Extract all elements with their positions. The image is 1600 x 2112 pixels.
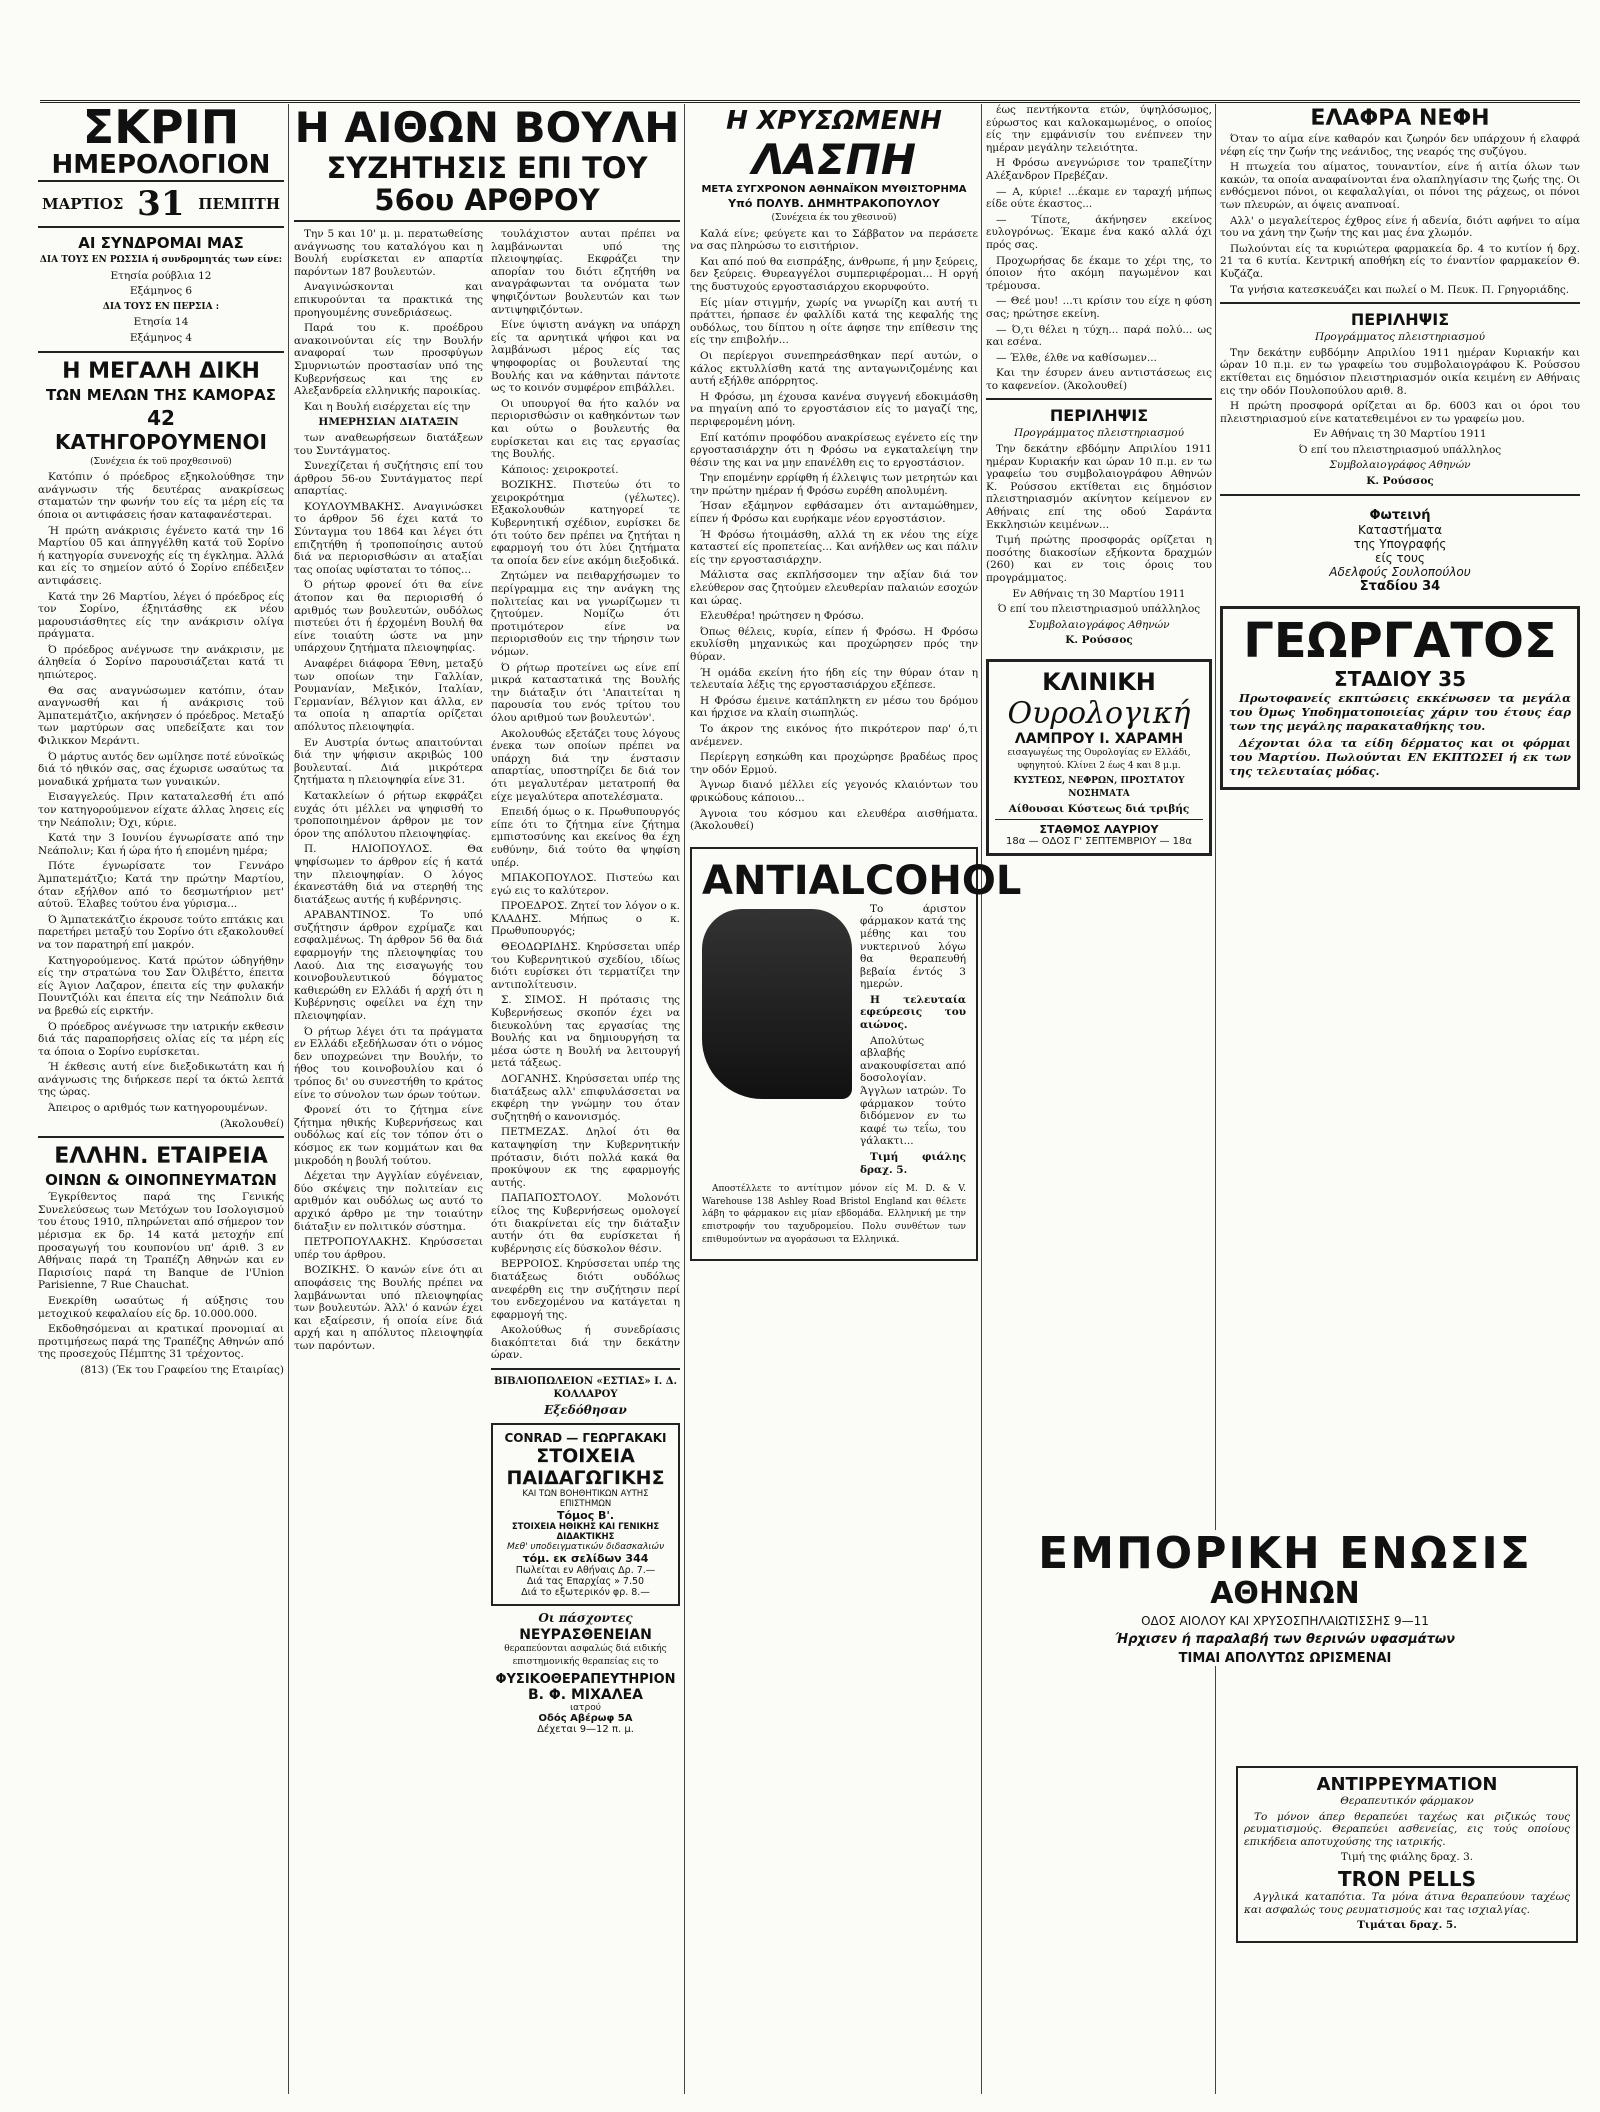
column-divider [288,104,289,2094]
laspi-p13: Ή ομάδα εκείνη ήτο ήδη είς την θύραν όταν η τελευταία λέξις της εργοστασιάρχου εξέπεσε. [690,666,978,692]
laspi-heading: Η ΧΡΥΣΩΜΕΝΗ [726,106,942,136]
vouli-p17: ΠΕΤΡΟΠΟΥΛΑΚΗΣ. Κηρύσσεται υπέρ του άρθρου. [294,1236,483,1261]
laspi-p1: Καλά είνε; φεύγετε και το Σάββατον να περάσετε να σας πληρώσω το εισιτήριον. [690,227,978,253]
trial-accused: 42 ΚΑΤΗΓΟΡΟΥΜΕΝΟΙ [55,405,267,454]
elafra-p4: Πωλούνται είς τα κυριώτερα φαρμακεία δρ. 4 το κυτίον ή δρχ. 21 τα 6 κυτία. Κεντρική αποθήκη είς το έναντίον φαρμακείον Θ. Κυζάζα. [1220,242,1580,280]
vouli-p4: Και η Βουλή εισέρχεται είς την [304,400,471,413]
vouli-p12: Π. ΗΛΙΟΠΟΥΛΟΣ. Θα ψηφίσωμεν το άρθρον είς ή κατά την πλειοψηφίαν. Ο λόγος έκανεστάθη διά να στερηθή της διατάξεως αυτής ή κυβέρνησις. [294,843,483,906]
enosis-ad [990,1530,1580,1666]
peri1-p1: Την δεκάτην εβδόμην Απριλίου 1911 ημέραν Κυριακήν και ώραν 10 π.μ. εν τω γραφείω του συμβολαιογράφου Αθηνών Κ. Ρούσσου εκτίθεται εις δημόσιον πλειστηριασμόν ακίνητον κείμενον εν Αθήναις επί της οδού Σαράντα Εκκλησιών κειμένων... [986,443,1212,531]
peri1-p3: Εν Αθήναις τη 30 Μαρτίου 1911 [1012,587,1186,600]
neur-doctor: Β. Φ. ΜΙΧΑΛΕΑ [528,1686,643,1703]
peri1-p6: Κ. Ρούσσος [1065,634,1133,647]
vouli-subheading: ΣΥΖΗΤΗΣΙΣ ΕΠΙ ΤΟΥ 56ου ΑΡΘΡΟΥ [294,152,680,222]
antirrev-sub: Θεραπευτικόν φάρμακον [1340,1795,1474,1807]
peri2-p1: Την δεκάτην ευβδόμην Απριλίου 1911 ημέραν Κυριακήν και ώραν 10 π.μ. εν τω γραφείω του συμβολαιογράφου Κ. Ρούσσου εκτίθεται εις δημόσιον πλειστηριασμόν οικία κειμένη εν Αθήναις εις την οδόν Πουλοπούλου αριθ. 8. [1220,346,1580,397]
found-l5: Αδελφούς Σουλοπούλου [1329,564,1471,579]
bank-subheading: ΟΙΝΩΝ & ΟΙΝΟΠΝΕΥΜΑΤΩΝ [45,1171,277,1190]
column-divider [981,104,982,2094]
vouli2-p5: ΒΟΖΙΚΗΣ. Πιστεύω ότι το χειροκρότημα (γέλωτες). Εξακολουθών κατηγορεί τε Κυβερνητική σχέδιον, ευρίσκει δε ότι τούτο δεν πρέπει να ζητήται η εφαρμογή του ότι λύει ζητήματα τα οποία δεν είνε ακόμη διεξοδικά. [491,479,680,567]
laspi-p5: Η Φρόσω, μη έχουσα κανένα συγγενή εδοκιμάσθη να πηγαίνη από το εργοστάσιον είς το μαγαζί της, περιφερομένη μόνη. [690,390,978,428]
enosis-title: ΕΜΠΟΡΙΚΗ ΕΝΩΣΙΣ [1038,1528,1532,1579]
clinic-ad [986,659,1212,856]
peri2-p3: Εν Αθήναις τη 30 Μαρτίου 1911 [1313,428,1487,441]
subs-p1: Ετησία 14 [133,316,189,329]
subs-russia: ΔΙΑ ΤΟΥΣ ΕΝ ΡΩΣΣΙΑ ή συνδρομητάς των είνε: [39,255,283,265]
antirrev-p1: Το μόνον άπερ θεραπεύει ταχέως και ριζικώς τους ρευματισμούς. Θεραπεύει ασθενείας, εις τούς οποίους επικήδεια αποτυχούσης της ιατρικής. [1244,1810,1570,1848]
clinic-p3: Αίθουσαι Κύστεως διά τριβής [1008,803,1190,816]
enosis-city: ΑΘΗΝΩΝ [1210,1576,1360,1611]
trial-p2: Ή πρώτη ανάκρισις έγένετο κατά την 16 Μαρτίου 05 και άπηγγέλθη κατά τοϋ Σορίνο ή κατηγορία συνενοχής είς τη έγκλημα. Άλλά και είς το σημείον αύτό ό Σορίνο επέδειξεν αντιφάσεις. [38,524,284,587]
bank-end: (813) (Έκ του Γραφείου της Εταιρίας) [80,1363,284,1376]
column-3 [690,104,1022,2092]
laspi2-p9: Και την έσυρεν άνευ αντιστάσεως εις το καφενείον. (Άκολουθεί) [986,367,1212,392]
trial-p8: Κατά την 3 Ιουνίου έγνωρίσατε από την Νεάπολιν; Και ή ώρα ήτο ή επομένη ημέρα; [38,832,284,857]
bank-p2: Ενεκρίθη ωσαύτως ή αύξησις του μετοχικού κεφαλαίου είς δρ. 10.000.000. [38,1295,284,1320]
peri2-p2: Η πρώτη προσφορά ορίζεται αι δρ. 6003 και οι όροι του πλειστηριασμού είνε κατατεθειμένοι εν τω γραφείω μου. [1220,400,1580,425]
vouli-p6: Συνεχίζεται ή συζήτησις επί του άρθρου 56-ου Συντάγματος περί απαρτίας. [294,460,483,498]
separator [38,1136,284,1138]
vouli2-p14: ΔΟΓΑΝΗΣ. Κηρύσσεται υπέρ της διατάξεως αλλ' επιφυλάσσεται να εκφέρη την γνώμην του όταν συζητηθή ο κανονισμός. [491,1073,680,1123]
antirrev-ad [1236,1766,1578,1943]
laspi-cont: (Συνέχεια έκ του χθεσινοϋ) [771,213,897,223]
separator [986,398,1212,400]
vouli-heading: Η ΑΙΘΩΝ ΒΟΥΛΗ [294,103,680,152]
peri2-p4: Ό επί του πλειστηριασμού υπάλληλος [1298,443,1502,456]
antialcohol-p3: Απολύτως αβλαβής ανακουφίσεται από δοσολογίαν. Άγγλων ιατρών. Το φάρμακον τούτο διδόμενον εν τω καφέ τω τεΐω, του γάλακτι... [860,1034,966,1148]
peri2-p6: Κ. Ρούσσος [1366,475,1434,488]
elafra-heading: ΕΛΑΦΡΑ ΝΕΦΗ [1310,106,1490,131]
vouli-p9: Αναφέρει διάφορα Έθνη, μεταξύ των οποίων την Γαλλίαν, Ρουμανίαν, Μεξικόν, Ιταλίαν, Γερμανίαν, Βέλγιον και άλλα, εν τα οποία η απαρτία ορίζεται απόλυτος πλειοψηφία. [294,658,483,733]
books-price2: Διά τας Επαρχίας » 7.50 [526,1575,645,1587]
neur-role: ιατρού [570,1702,601,1713]
trial-p4: Ό πρόεδρος ανέγνωσε την ανάκρισιν, με άληθεία ό Σορίνο παρουσιάζεται κατά τι ηπιώτερος. [38,643,284,682]
vouli-p11: Κατακλείων ό ρήτωρ εκφράζει ευχάς ότι μέλλει να ψηφισθή το τροποποιημένον άρθρον με τον όρον της απόλυτου πλειοψηφίας. [294,789,483,840]
laspi-p15: Το άκρον της εικόνος ήτο πικρότερον παρ' ό,τι ανέμενεν. [690,722,978,748]
separator [38,351,284,353]
trial-p7: Εισαγγελεύς. Πριν καταταλεσθή έτι από τον κατηγορούμενον είχατε άλλας λησεις είς την Νεάπολιν; Όχι, κύριε. [38,791,284,829]
neur-address: Οδός Αβέρωφ 5Α [538,1712,633,1724]
elafra-p1: Όταν το αίμα είνε καθαρόν και ζωηρόν δεν υπάρχουν ή ελαφρά νέφη είς την ζωήν της νεάνιδος, της νεαρός της συζύγου. [1220,133,1580,158]
antialcohol-ad [690,847,1022,1261]
vouli2-p9: Επειδή όμως ο κ. Πρωθυπουργός είπε ότι το ζήτημα είνε ζήτημα εμπιστοσύνης και εκείνος θα έχη ευθύνην, διά τούτο θα ψηφίση υπέρ. [491,806,680,869]
books-vol: Τόμος Β'. [557,1508,614,1522]
laspi-genre: ΜΕΤΑ ΣΥΓΧΡΟΝΟΝ ΑΘΗΝΑΪΚΟΝ ΜΥΘΙΣΤΟΡΗΜΑ [701,184,967,195]
books-pages: τόμ. εκ σελίδων 344 [522,1551,649,1565]
column-divider [1215,104,1216,2094]
found-ad [1220,502,1580,600]
laspi-p12: Όπως θέλεις, κυρία, είπεν ή Φρόσω. Η Φρόσω εκυλίσθη μηχανικώς και προχώρησεν πρός την θύραν. [690,625,978,663]
found-l3: της Υπογραφής [1353,536,1447,551]
vouli2-p3: Οι υπουργοί θα ήτο καλόν να περιορισθώσιν οι καθηκόντων των και ούτω ο βουλευτής θα ευρίσκεται και εις τας εργασίας της Βουλής. [491,397,680,461]
laspi2-p2: Η Φρόσω ανεγνώρισε τον τραπεζίτην Αλέξανδρον Πρεβέζαν. [986,157,1212,182]
georgatos-ad [1220,606,1580,790]
tron-pells-title: TRON PELLS [1338,1866,1476,1891]
subs-r2: Εξάμηνος 6 [129,285,193,298]
day: 31 [137,184,185,224]
vouli2-p16: ΠΑΠΑΠΟΣΤΟΛΟΥ. Μολονότι είλος της Κυβερνήσεως ομολογεί ότι διακρίνεται είς την διάταξιν αυτήν ότι θα ευρίσκεται ή κυβέρνησις είς δύσκολον θέσιν. [491,1192,680,1255]
found-l6: Σταδίου 34 [1359,578,1441,594]
neur-clinic: ΦΥΣΙΚΟΘΕΡΑΠΕΥΤΗΡΙΟΝ [495,1671,676,1687]
vivliopoleion-pub: Εξεδόθησαν [544,1403,627,1418]
vouli2-p4: Κάποιος: χειροκροτεί. [501,463,619,476]
trial-p11: Κατηγορούμενος. Κατά πρώτον ώδηγήθην είς την στρατώνα του Σαν Όλιβέττο, έπειτα είς Άγιον Λαζαρον, έπειτα είς την φυλακήν Πουντζιόλι και έπειτα είς την Νεάπολιν διά να βρεθώ είς ειρκτήν. [38,954,284,1017]
laspi2-p1: έως πεντήκοντα ετών, ύψηλόσωμος, εύρωστος και καλοκαμωμένος, ο οποίος είς την εμφάνισίν του ενέπνεεν την ημέραν μεγάλην τελειότητα. [986,104,1212,154]
vouli2-p12: ΘΕΟΔΩΡΙΔΗΣ. Κηρύσσεται υπέρ του Κυβερνητικού σχεδίου, ιδίως διότι ευρίσκει ότι τερματίζει την αντιπολίτευσιν. [491,941,680,991]
vouli-p1: Την 5 και 10' μ. μ. περατωθείσης ανάγνωσης του καταλόγου και η Βουλή ευρίσκεται εν απαρτία παρόντων 187 βουλευτών. [294,228,483,278]
vouli2-p8: Ακολουθώς εξετάζει τους λόγους ένεκα των οποίων πρέπει να υπάρχη διά την ένστασιν απαρτίας, υποστηρίζει δε διά τον ότι μεγαλυτέραν μετατροπή θα είχε μεγαλύτερα αποτελέσματα. [491,727,680,803]
antialcohol-body [702,903,966,1179]
books-price3: Διά το εξωτερικόν φρ. 8.— [521,1586,650,1598]
books-title: ΣΤΟΙΧΕΙΑ ΠΑΙΔΑΓΩΓΙΚΗΣ [506,1444,665,1489]
books-price1: Πωλείται εν Αθήναις Δρ. 7.— [515,1564,656,1576]
peri1-heading: ΠΕΡΙΛΗΨΙΣ [1049,406,1149,426]
clinic-p1: εισαγωγέως της Ουρολογίας εν Ελλάδι, υφηγητού. Κλίνει 2 έως 4 και 8 μ.μ. [1007,747,1191,771]
vouli-p16: Δέχεται την Αγγλίαν εύγένειαν, δύο σκέψεις την πολιτείαν εις αριθμόν και ουδόλως ως αυτό το αρχικό άρθρο με την τοιαύτην διάταξιν εν πολιτικόν σύστημα. [294,1170,483,1233]
antialcohol-text [860,903,966,1179]
neur-text: θεραπεύονται ασφαλώς διά ειδικής επιστημονικής θεραπείας εις το [504,1644,667,1668]
trial-note: Άπειρος ο αριθμός των κατηγορουμένων. [48,1102,268,1115]
clinic-address: 18α — ΟΔΟΣ Γ' ΣΕΠΤΕΜΒΡΙΟΥ — 18α [1006,835,1192,847]
found-l4: είς τους [1375,550,1425,565]
bank-p1: Έγκρίθεντος παρά της Γενικής Συνελεύσεως των Μετόχων του Ισολογισμού του έτους 1910, πληρώνεται από σήμερον τον μέρισμα εκ δρ. 14 κατά μετοχήν επί προσαγωγή του κουπονίου υπ' άριθ. 3 εν Αθήναις παρά τη Τραπέζη Αθηνών και εν Παρισίοις παρά τη Banque de l'Union Parisienne, 7 Rue Chauchat. [38,1191,284,1292]
vouli2-p17: ΒΕΡΡΟΙΟΣ. Κηρύσσεται υπέρ της διατάξεως διότι ουδόλως ανεφέρθη εις την συζήτησιν περί του ενδεχομένου να κατάγεται η εφαρμογή της. [491,1258,680,1321]
weekday: ΠΕΜΠΤΗ [198,195,280,213]
georgatos-p1: Πρωτοφανείς εκπτώσεις εκκένωσεν τα μεγάλα του Όμως Υποδηματοποιείας χάριν του έτους έαρ των της μεγάλης παρακαταθήκης του. [1229,690,1571,733]
vouli-p2: Αναγινώσκονται και επικυρούνται τα πρακτικά της προηγουμένης συνεδριάσεως. [294,281,483,319]
laspi2-p4: — Τίποτε, άκήνησεν εκείνος ευλογρόνως. Έκαμε ένα κακό αλλά όχι πρός σας. [986,213,1212,251]
laspi-p11: Ελευθέρα! ηρώτησεν η Φρόσω. [700,610,864,623]
vouli2-p13: Σ. ΣΙΜΟΣ. Η πρότασις της Κυβερνήσεως σκοπόν έχει να διευκολύνη τας εργασίας της Βουλής και να δημιουργήση τα μέσα ώστε η Βουλή να λειτουργή μετά τάξεως. [491,994,680,1070]
neur-hours: Δέχεται 9—12 π. μ. [537,1723,634,1735]
trial-p9: Πότε έγνωρίσατε τον Γεννάρο Άμπατεμάτζιο; Κατά την πρώτην Μαρτίου, όταν εξήλθον από το δεσμωτήριον μετ' αύτοϋ. Έλαβες τούτου ένα γύρισμα... [38,860,284,911]
trial-p1: Κατόπιν ό πρόεδρος εξηκολούθησε την ανάγνωσιν τής δευτέρας ανακρίσεως σταματών την φωνήν του είς τα μέρη είς τα όποια οι αντιφάσεις ήσαν καταφανέστεραι. [38,471,284,521]
vouli-p3: Παρά του κ. προέδρου ανακοινούνται είς την Βουλήν αναφοραί των προσφύγων Σμυρνιωτών προστασίαν υπό της Κυβερνήσεως και της εν Αλεξανδρεία ελληνικής παροικίας. [294,322,483,398]
column-2 [294,104,680,2092]
subs-persia: ΔΙΑ ΤΟΥΣ ΕΝ ΠΕΡΣΙΑ : [102,301,220,312]
laspi-p3: Είς μίαν στιγμήν, χωρίς να γνωρίζη και αυτή τι πράττει, ήρπασε έν φαλλίδι κατά της κεφαλής της ουδόλως, του δίπτου η οίτε άφησε την επίθεσιν της είς την επιβολήν... [690,296,978,347]
georgatos-p2: Δέχονται όλα τα είδη δέρματος και οι φόρμαι του Μαρτίου. Πωλούνται ΕΝ ΕΚΠΤΩΣΕΙ ή εκ των της τελευταίας μόδας. [1229,735,1571,778]
clinic-doctor: ΛΑΜΠΡΟΥ Ι. ΧΑΡΑΜΗ [1014,730,1184,747]
vouli-right [491,228,680,1735]
laspi-p2: Και από πού θα εισπράξης, άνθρωπε, ή μην ξεύρεις, δεν ξεύρεις. Θυρεαγγέλοι συμπεριφέρομαι... Η οργή της δυστυχούς εργοστασιάρχου εκορυφούτο. [690,255,978,293]
subs-r1: Ετησία ρούβλια 12 [110,269,212,282]
books-sub1: ΚΑΙ ΤΩΝ ΒΟΗΘΗΤΙΚΩΝ ΑΥΤΗΣ ΕΠΙΣΤΗΜΩΝ [522,1488,649,1509]
boot-illustration [702,909,852,1099]
elafra-p5: Τα γνήσια κατεσκευάζει και πωλεί ο Μ. Πευκ. Π. Γρηγοριάδης. [1230,283,1570,296]
antirrev-title: ΑΝΤΙΡΡΕΥΜΑΤΙΟΝ [1316,1774,1498,1795]
antialcohol-footer: Αποστέλλετε το αντίτιμον μόνον είς M. D. & V. Warehouse 138 Ashley Road Bristol England και θέλετε λάβη το φάρμακον εις μίαν εβδομάδα. Ελληνική με την επιστροφήν του ταχυδρομείου. Πολυ συνθέτων των επιθυμούντων να αγοράσωσι τα Ελληνικά. [702,1184,966,1245]
vouli-p7: ΚΟΥΛΟΥΜΒΑΚΗΣ. Αναγινώσκει το άρθρον 56 έχει κατά το Σύνταγμα του 1864 και λέγει ότι επιζητήθη ή τροποποίησις αυτού διά να περιορισθώσιν αι αταξίαι τας οποίας υφίσταται το τόπος... [294,500,483,576]
masthead-sub: ΗΜΕΡΟΛΟΓΙΟΝ [38,150,284,182]
clinic-title: ΚΛΙΝΙΚΗ [1042,667,1156,696]
laspi-p16: Περίεργη εσηκώθη και προχώρησε βραδέως προς την οδόν Ερμού. [690,751,978,776]
vouli2-p10: ΜΠΑΚΟΠΟΥΛΟΣ. Πιστεύω και εγώ εις το καλύτερον. [491,872,680,897]
top-rule [40,100,1580,103]
antirrev-p4: Τιμάται δραχ. 5. [1357,1919,1457,1932]
neur-title: ΝΕΥΡΑΣΘΕΝΕΙΑΝ [519,1627,652,1644]
antialcohol-p2: Η τελευταία εφεύρεσις του αιώνος. [860,993,966,1032]
trial-end: (Άκολουθεί) [220,1117,284,1130]
vouli2-p6: Ζητώμεν να πειθαρχήσωμεν το περίγραμμα εις την ανάγκη της πολιτείας και να γνωρίζωμεν τι ζητούμεν. Νομίζω ότι προτιμότερον είνε να περιορισθούν εις την τήρησιν των νόμων. [491,570,680,658]
masthead-title: ΣΚΡΙΠ [82,100,240,154]
vouli2-p2: Είνε ύψιστη ανάγκη να υπάρχη είς τα αρνητικά ψήφοι και να λαμβάνωσι μέρος είς τας ψηφοφορίας οι βουλευταί της Βουλής και να κάθηνται πάντοτε ως το κοινόν συμφέρον επιβάλλει. [491,319,680,395]
peri1-p4: Ό επί του πλειστηριασμού υπάλληλος [997,603,1201,616]
subs-title: ΑΙ ΣΥΝΔΡΟΜΑΙ ΜΑΣ [78,234,244,252]
separator [491,1368,680,1370]
bank-p3: Εκδοθησόμεναι αι κρατικαί προνομιαί αι προτιμήσεως παρά της Τραπέζης Αθηνών από της προσεχούς Πέμπτης 31 τρέχοντος. [38,1323,284,1361]
antialcohol-title: ANTIALCOHOL [702,857,1022,904]
laspi-p4: Οι περίεργοι συνεπηρεάσθηκαν περί αυτών, ο κάλος εκτυλλίσθη κατά της ανταγωνιζομένης και αυτή εξήλθε απόρρητος. [690,349,978,388]
laspi-author: Υπό ΠΟΛΥΒ. ΔΗΜΗΤΡΑΚΟΠΟΥΛΟΥ [728,197,940,210]
vouli-left [294,228,483,1735]
peri2-sub: Προγράμματος πλειστηριασμού [1315,331,1485,344]
antialcohol-p4: Τιμή φιάλης δραχ. 5. [860,1151,966,1176]
georgatos-address: ΣΤΑΔΙΟΥ 35 [1334,666,1466,691]
antirrev-p3: Αγγλικά καταπότια. Τα μόνα άτινα θεραπεύουν ταχέως και ασφαλώς τους ρευματισμούς και τας ισχιαλγίας. [1244,1890,1570,1916]
peri1-sub: Προγράμματος πλειστηριασμού [1014,427,1184,440]
enosis-p2: ΤΙΜΑΙ ΑΠΟΛΥΤΩΣ ΩΡΙΣΜΕΝΑΙ [1178,1651,1392,1666]
antirrev-p2: Τιμή της φιάλης δραχ. 3. [1340,1851,1474,1864]
vouli-p5: των αναθεωρήσεων διατάξεων του Συντάγματος. [294,431,483,457]
laspi-p18: Άγνοια του κόσμου και ελευθέρα αισθήματα. (Άκολουθεί) [690,807,978,833]
vouli-p10: Εν Αυστρία όντως απαιτούνται διά την ψήφισιν ακριβώς 100 βουλευταί. Διά μικρότερα ζητήματα η πλειοψηφία είνε 31. [294,736,483,787]
column-4 [986,104,1212,2092]
peri2-p5: Συμβολαιογράφος Αθηνών [1329,459,1471,472]
peri2-heading: ΠΕΡΙΛΗΨΙΣ [1350,310,1450,330]
laspi2-p5: Προχωρήσας δε έκαμε το χέρι της, το όποιον ήτο ακόμη παγωμένον και τρέμουσα. [986,254,1212,292]
trial-subheading: ΤΩΝ ΜΕΛΩΝ ΤΗΣ ΚΑΜΟΡΑΣ [45,385,277,404]
separator [1220,302,1580,304]
vouli2-p7: Ό ρήτωρ προτείνει ως είνε επί μικρά καταστατικά της Βουλής την διάταξιν ότι 'Απαιτείται η παρουσία του ενός τρίτου του όλου αριθμού των βουλευτών'. [491,661,680,724]
books-ad [491,1423,680,1606]
enosis-p1: Ήρχισεν ή παραλαβή των θερινών υφασμάτων [1114,1632,1456,1647]
vouli2-p1: τουλάχιστον αυται πρέπει να λαμβάνωνται υπό της πλειοψηφίας. Εκφράζει την απορίαν του διότι εζητήθη να αναγράφωνται τα ονόματα των ψηφιζόντων βουλευτών και των αντιψηφιζόντων. [491,228,680,316]
books-authors: CONRAD — ΓΕΩΡΓΑΚΑΚΙ [504,1430,667,1445]
laspi-p10: Μάλιστα σας εκπλήσσομεν την αξίαν διά τον ελεύθερον σας ζητούμεν ελευθερίαν παλαιών εσοχών και ώρας. [690,569,978,607]
laspi2-p6: — Θεέ μου! ...τι κρίσιν του είχε η φύση σας; ηρώτησε εκείνη. [986,295,1212,320]
trial-p3: Κατά την 26 Μαρτίου, λέγει ό πρόεδρος είς τον Σορίνο, έξηιτάσθης εκ νέου μαρουσιάσθητες είς την ανάκρισιν ολίγα πράγματα. [38,590,284,641]
vouli-p8: Ό ρήτωρ φρονεί ότι θα είνε άτοπον και θα περιορισθή ό αριθμός των βουλευτών, ουδόλως πιστεύει ότι ή έρχομένη Βουλή θα είνε τοιαύτη ώστε να μην υπάρχουν ζητήματα πλειοψηφίας. [294,579,483,655]
column-divider [684,104,685,2094]
vouli-body [294,228,680,1735]
trial-heading: Η ΜΕΓΑΛΗ ΔΙΚΗ [62,358,260,384]
trial-p6: Ό μάρτυς αυτός δεν ωμίλησε ποτέ εύνοϊκώς διά τό ηθικόν σας, σας έχωρισε ωσαύτως τα μοναδικά χρήματα των γυναικών. [38,750,284,788]
laspi2-p8: — Έλθε, έλθε να καθίσωμεν... [996,351,1157,364]
month: ΜΑΡΤΙΟΣ [42,195,124,213]
vouli2-p11: ΠΡΟΕΔΡΟΣ. Ζητεί τον λόγον ο κ. ΚΛΑΔΗΣ. Μήπως ο κ. Πρωθυπουργός; [491,900,680,938]
elafra-p3: Αλλ' ο μεγαλείτερος έχθρος είνε ή αδενία, διότι αφήνει το αίμα του να χάνη την ζωήν της και μας ένα χλωμόν. [1220,214,1580,240]
enosis-address: ΟΔΟΣ ΑΙΟΛΟΥ ΚΑΙ ΧΡΥΣΟΣΠΗΛΑΙΩΤΙΣΣΗΣ 9—11 [1141,1614,1429,1628]
peri1-p2: Τιμή πρώτης προσφοράς ορίζεται η ποσότης διακοσίων εξήκοντα δραχμών (260) και εν τοις όροις του προγράμματος. [986,534,1212,584]
laspi2-p7: — Ό,τι θέλει η τύχη... παρά πολύ... ως και εσένα. [986,323,1212,349]
vouli-sub: ΗΜΕΡΗΣΙΑΝ ΔΙΑΤΑΞΙΝ [318,416,459,429]
column-1 [38,100,284,2092]
clinic-p2: ΚΥΣΤΕΩΣ, ΝΕΦΡΩΝ, ΠΡΟΣΤΑΤΟΥ ΝΟΣΗΜΑΤΑ [1013,776,1185,799]
found-l2: Καταστήματα [1357,522,1443,537]
laspi-heading-2: ΛΑΣΠΗ [751,135,916,184]
neur-footer: Οι πάσχοντες [538,1610,633,1625]
subs-p2: Εξάμηνος 4 [129,331,193,344]
laspi-p9: Ή Φρόσω ήτοιμάσθη, αλλά τη εκ νέου της είχε καταστεί είς προπετείας... Και ανήλθεν ως και πάλιν είς την εργοστασιάρχην. [690,528,978,566]
trial-p13: Ή έκθεσις αυτή είνε διεξοδικωτάτη και ή ανάγνωσις της διήρκεσε περί τα όκτώ λεπτά της ώρας. [38,1061,284,1099]
trial-cont: (Συνέχεια έκ τοϋ προχθεσινοϋ) [90,456,232,467]
vouli-p15: Φρονεί ότι το ζήτημα είνε ζήτημα ηθικής Κυβερνήσεως και ουδόλως καί είς τον τόπον ότι ο κόσμος εκ των κομμάτων και θα μικροδόη η βουλή τούτου. [294,1104,483,1167]
trial-p12: Ό πρόεδρος ανέγνωσε την ιατρικήν εκθεσιν διά τάς παραπορήσεις ολίας είς τα μέρη είς τα όποια ο Σορίνο ευρίσκεται. [38,1020,284,1058]
date-row [38,182,284,228]
laspi-p6: Επί κατόπιν προφόδου ανακρίσεως εγένετο είς την εργοστασιάρχην ότι η Φρόσω να εγκαταλείψη την θέσιν της και να μην επανέλθη εις το εργοστάσιον. [690,431,978,469]
books-note: Μεθ' υποδειγματικών διδασκαλιών [506,1541,665,1552]
books-sub2: ΣΤΟΙΧΕΙΑ ΗΘΙΚΗΣ ΚΑΙ ΓΕΝΙΚΗΣ ΔΙΔΑΚΤΙΚΗΣ [511,1521,660,1542]
elafra-p2: Η πτωχεία του αίματος, τουναντίον, είνε ή αιτία όλων των κακών, τα οποία αναφαίνονται ένα ολαπληγίασιν της ζωής της. Οι ενθόςμενοι πόνοι, οι κεφαλαλγίαι, οι πόνοι της ράχεως, οι πόνοι των πλευρών, αι όψεις αναπνοαί. [1220,161,1580,211]
vouli-p13: ΑΡΑΒΑΝΤΙΝΟΣ. Το υπό συζήτησιν άρθρον εχρίμαζε και εσφαλμένως. Τη άρθρον 56 θα διά εφαρμογήν της πλειοψηφίας του Λαού. Δια της εισαγωγής του κοινοβουλευτικού δόγματος καθιερώθη εν Ελλάδι ή αρχή ότι η Κυβέρνησις οφείλει να έχη την πλειοψηφίαν. [294,909,483,1023]
trial-p5: Θα σας αναγνώσωμεν κατόπιν, όταν αναγνωσθή και ή ανάκρισις τοϋ Άμπατεμάτζιο, ακήνησεν ό πρόεδρος. Μεταξύ των μαρτύρων σας υπεδείξατε και τον Φιλικκον Μεράντι. [38,684,284,748]
clinic-specialty: Ουρολογική [1007,695,1191,731]
clinic-station: ΣΤΑΘΜΟΣ ΛΑΥΡΙΟΥ [995,819,1203,836]
laspi-p7: Την επομένην ερρίφθη ή έλλειψις των μετρητών και την πρώτην ημέραν ή Φρόσω ευρέθη απολυμένη. [690,472,978,497]
vouli-p14: Ό ρήτωρ λέγει ότι τα πράγματα εν Ελλάδι εξεδήλωσαν ότι ο νόμος δεν υποχρεώνει την Βουλήν, το ήθος του κοινοβουλίου και ό τρόπος δι' ου συνεστήθη το κράτος είνε το σύνολον των όρων τούτων. [294,1025,483,1101]
laspi-p14: Η Φρόσω έμεινε κατάπληκτη εν μέσω του δρόμου και ήρχισε να κλαίη σιωπηλώς. [690,694,978,720]
bank-heading: ΕΛΛΗΝ. ΕΤΑΙΡΕΙΑ [54,1144,268,1170]
vouli-p18: ΒΟΖΙΚΗΣ. Ό κανών είνε ότι αι αποφάσεις της Βουλής πρέπει να λαμβάνωνται υπό πλειοψηφίας των βουλευτών. Άλλ' ό κανών έχει και εξαίρεσιν, ή οποία είνε διά αρχή και η απόλυτος πλειοψηφία των παρόντων. [294,1264,483,1352]
vouli2-p18: Ακολούθως ή συνεδρίασις διακόπτεται διά την δεκάτην ώραν. [491,1324,680,1362]
vouli2-p15: ΠΕΤΜΕΖΑΣ. Δηλοί ότι θα καταψηφίση την Κυβερνητικήν πρότασιν, διότι πολλά κακά θα προκύψουν εκ της εφαρμογής αυτής. [491,1126,680,1189]
peri1-p5: Συμβολαιογράφος Αθηνών [1028,618,1170,631]
georgatos-name: ΓΕΩΡΓΑΤΟΣ [1243,612,1557,669]
vivliopoleion-title: ΒΙΒΛΙΟΠΩΛΕΙΟΝ «ΕΣΤΙΑΣ» Ι. Δ. ΚΟΛΛΑΡΟΥ [494,1376,677,1400]
trial-p10: Ό Άμπατεκάτζιο έκρουσε τούτο επτάκις και παρετήρει μεταξύ του Σορίνο ότι εξακολουθεί να τον παρατηρή επί μακρόν. [38,913,284,951]
laspi2-p3: — Α, κύριε! ...έκαμε εν ταραχή μήπως είδε ούτε έκαστος... [986,185,1212,211]
antialcohol-p1: Το άριστον φάρμακον κατά της μέθης και του νυκτερινού λόγω θα θεραπευθή βεβαία έντός 3 ημερών. [860,902,966,991]
separator [1220,494,1580,496]
laspi-p8: Ήσαν εξάμηνον εφθάσαμεν ότι ανταμώθημεν, είπεν ή Φρόσω και ευρήκαμε νέον εργοστάσιον. [690,500,978,526]
found-l1: Φωτεινή [1369,507,1431,523]
laspi-p17: Άγνωρ διανό μέλλει είς γεγονός κλαιόντων του φρικώδους κάποιου... [690,779,978,804]
